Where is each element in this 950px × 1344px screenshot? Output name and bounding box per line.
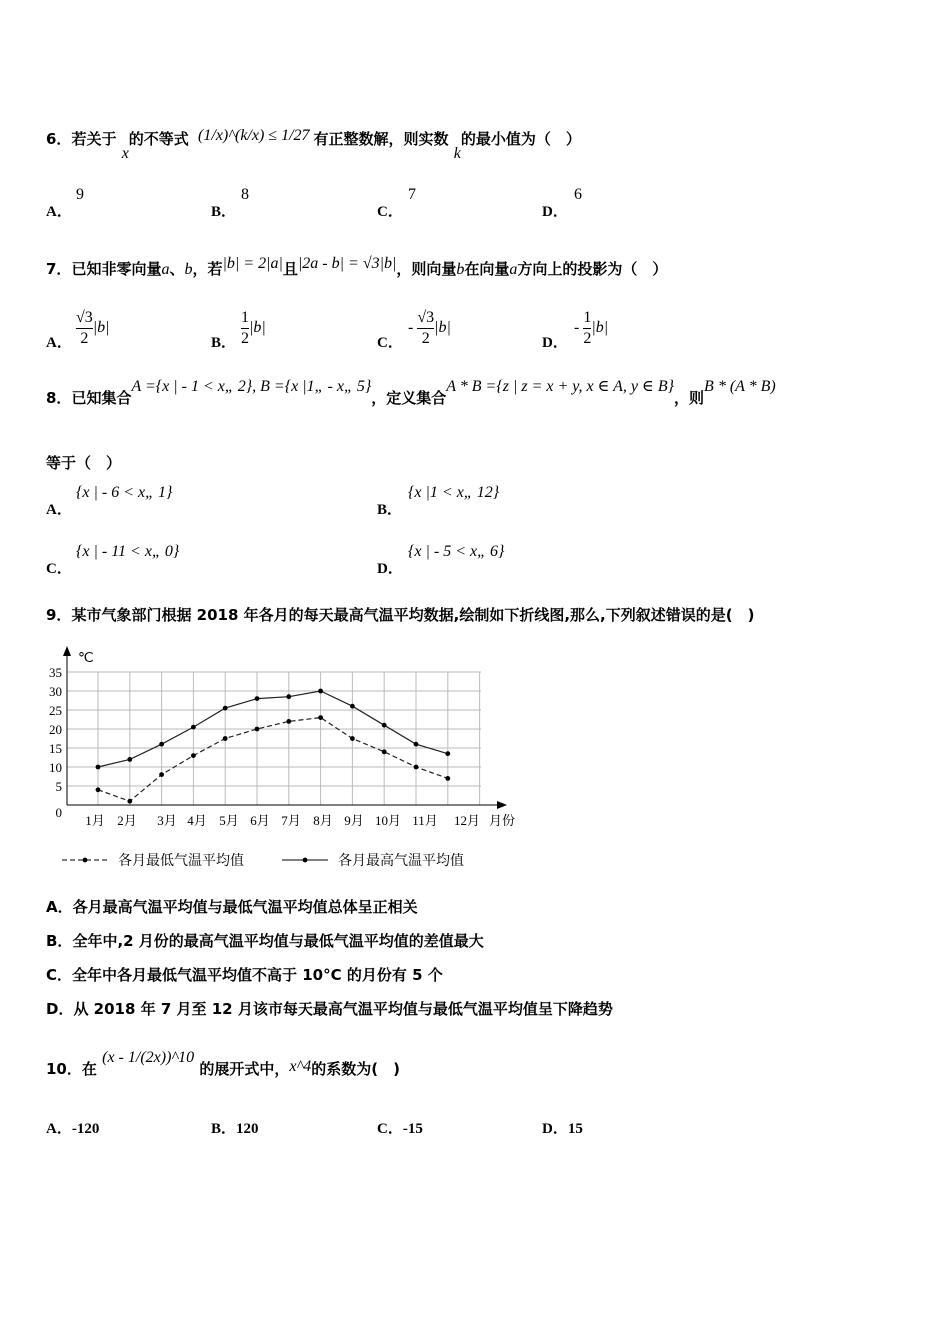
q-text: ，若 <box>192 260 223 278</box>
option-value <box>574 308 608 349</box>
option-value: 8 <box>241 186 249 203</box>
option-d: D． <box>542 1121 568 1137</box>
series-line <box>98 718 448 802</box>
numerator: √3 <box>76 309 93 326</box>
var: x <box>121 145 129 162</box>
question-7 <box>46 255 668 279</box>
x-tick-label: 7月 <box>281 813 301 828</box>
option-value: {x | - 11 < x„ 0} <box>76 543 180 560</box>
x-tick-label: 5月 <box>219 813 239 828</box>
q-text: 方向上的投影为（ ） <box>517 260 668 278</box>
vector: |b| <box>92 319 110 337</box>
option-b: B． <box>211 335 237 351</box>
option-value: -120 <box>71 1121 100 1137</box>
data-point <box>382 749 387 754</box>
x-tick-label: 10月 <box>374 813 402 828</box>
data-point <box>350 704 355 709</box>
question-10 <box>46 1049 400 1079</box>
sign: - <box>574 319 580 337</box>
data-point <box>255 727 260 732</box>
data-point <box>350 736 355 741</box>
option-value: 7 <box>408 186 416 203</box>
option-a: A． <box>46 204 72 220</box>
q-text: 已知集合 <box>71 389 132 407</box>
denominator: 2 <box>417 328 434 349</box>
option-a: A． <box>46 335 72 351</box>
y-tick-label: 0 <box>55 805 62 820</box>
vector: |b| <box>249 319 266 337</box>
data-point <box>286 694 291 699</box>
q-text: 且 <box>282 260 298 278</box>
option-c: C． <box>377 335 403 351</box>
q-text: 的不等式 <box>128 130 189 148</box>
q-number: 7． <box>46 260 72 278</box>
q-number: 9． <box>46 606 72 624</box>
data-point <box>382 723 387 728</box>
q-text: 在 <box>81 1060 97 1078</box>
formula: x^4 <box>289 1058 312 1075</box>
data-point <box>191 725 196 730</box>
option-value: 从 2018 年 7 月至 12 月该市每天最高气温平均值与最低气温平均值呈下降趋势 <box>73 1000 613 1018</box>
q-number: 8． <box>46 389 72 407</box>
data-point <box>159 742 164 747</box>
data-point <box>318 715 323 720</box>
legend-label: 各月最高气温平均值 <box>338 854 464 869</box>
option-b: B． <box>46 932 73 950</box>
option-value: 全年中各月最低气温平均值不高于 10°C 的月份有 5 个 <box>72 966 443 984</box>
data-point <box>223 706 228 711</box>
x-tick-label: 4月 <box>187 813 207 828</box>
option-a: A． <box>46 1121 72 1137</box>
q-text: 若关于 <box>71 130 117 148</box>
q-text: 等于（ ） <box>46 454 122 472</box>
q-text: ，定义集合 <box>371 389 447 407</box>
legend-marker <box>83 858 88 863</box>
option-value: {x | - 6 < x„ 1} <box>76 484 173 501</box>
option-value <box>76 308 110 349</box>
x-axis-arrow <box>497 801 507 809</box>
x-tick-label: 9月 <box>344 813 364 828</box>
option-c: C． <box>377 204 403 220</box>
y-axis-arrow <box>63 646 71 656</box>
option-c: C． <box>377 1121 403 1137</box>
denominator: 2 <box>241 330 249 347</box>
x-tick-label: 2月 <box>117 813 137 828</box>
temperature-line-chart <box>0 640 950 880</box>
x-tick-label: 11月 <box>412 813 438 828</box>
q-text: ，则 <box>674 389 705 407</box>
formula: A ={x | - 1 < x„ 2}, B ={x |1„ - x„ 5} <box>131 378 372 395</box>
option-c: C． <box>46 561 72 577</box>
legend-marker <box>303 858 308 863</box>
q-text: 在向量 <box>464 260 510 278</box>
numerator: √3 <box>417 309 435 326</box>
y-tick-label: 5 <box>55 779 62 794</box>
x-axis-label: 月份 <box>488 813 516 828</box>
option-value <box>241 308 266 349</box>
formula: (1/x)^(k/x) ≤ 1/27 <box>198 127 310 144</box>
y-axis-label: ℃ <box>78 651 94 666</box>
q-text: 已知非零向量 <box>71 260 162 278</box>
option-d: D． <box>542 335 568 351</box>
data-point <box>127 757 132 762</box>
x-tick-label: 1月 <box>85 813 105 828</box>
formula: |2a - b| = √3|b| <box>297 255 397 272</box>
option-value: {x | - 5 < x„ 6} <box>408 543 505 560</box>
option-a: A． <box>46 502 72 518</box>
var: a <box>509 261 518 278</box>
y-tick-label: 15 <box>49 741 62 756</box>
option-value: 各月最高气温平均值与最低气温平均值总体呈正相关 <box>72 898 418 916</box>
q-text: 、 <box>169 260 185 278</box>
option-value: 全年中,2 月份的最高气温平均值与最低气温平均值的差值最大 <box>72 932 484 950</box>
q-text: 的展开式中， <box>199 1060 290 1078</box>
formula: (x - 1/(2x))^10 <box>102 1049 195 1066</box>
data-point <box>445 776 450 781</box>
option-value: {x |1 < x„ 12} <box>408 484 500 501</box>
q-text: 某市气象部门根据 2018 年各月的每天最高气温平均数据,绘制如下折线图,那么,下列叙述错误的是( ) <box>71 606 755 624</box>
data-point <box>96 787 101 792</box>
option-d: D． <box>542 204 568 220</box>
question-9 <box>46 604 754 625</box>
data-point <box>318 689 323 694</box>
numerator: 1 <box>241 309 249 326</box>
question-8 <box>46 378 776 408</box>
q-text: 的系数为( ) <box>311 1060 400 1078</box>
data-point <box>255 696 260 701</box>
data-point <box>191 753 196 758</box>
var: k <box>453 145 461 162</box>
var: b <box>184 261 193 278</box>
data-point <box>414 765 419 770</box>
data-point <box>223 736 228 741</box>
var: b <box>456 261 465 278</box>
y-tick-label: 30 <box>49 684 62 699</box>
option-d: D． <box>46 1000 74 1018</box>
vector: |b| <box>434 319 451 337</box>
option-a: A． <box>46 898 73 916</box>
y-tick-label: 10 <box>49 760 62 775</box>
var: a <box>161 261 170 278</box>
data-point <box>286 719 291 724</box>
x-tick-label: 12月 <box>453 813 481 828</box>
option-value: 120 <box>236 1121 259 1137</box>
option-b: B． <box>211 204 237 220</box>
y-tick-label: 20 <box>49 722 62 737</box>
option-c: C． <box>46 966 73 984</box>
y-tick-label: 25 <box>49 703 62 718</box>
data-point <box>414 742 419 747</box>
question-6 <box>46 127 581 162</box>
option-value: 6 <box>574 186 582 203</box>
formula: |b| = 2|a| <box>222 255 283 272</box>
denominator: 2 <box>583 330 592 347</box>
q-text: ，则向量 <box>396 260 457 278</box>
x-tick-label: 8月 <box>313 813 333 828</box>
data-point <box>159 772 164 777</box>
q-text: 有正整数解，则实数 <box>313 130 449 148</box>
option-value: -15 <box>402 1121 423 1137</box>
option-d: D． <box>377 561 403 577</box>
data-point <box>445 751 450 756</box>
q-text: 的最小值为（ ） <box>460 130 581 148</box>
vector: |b| <box>591 319 609 337</box>
x-tick-label: 3月 <box>157 813 177 828</box>
formula: B * (A * B) <box>704 378 776 395</box>
data-point <box>96 765 101 770</box>
option-value: 9 <box>76 186 84 203</box>
q-number: 10． <box>46 1060 82 1078</box>
formula: A * B ={z | z = x + y, x ∈ A, y ∈ B} <box>446 378 675 395</box>
option-b: B． <box>211 1121 237 1137</box>
data-point <box>127 799 132 804</box>
sign: - <box>408 319 414 337</box>
option-value <box>408 308 451 349</box>
x-tick-label: 6月 <box>250 813 270 828</box>
numerator: 1 <box>583 309 592 326</box>
option-value: 15 <box>567 1121 583 1137</box>
option-b: B． <box>377 502 403 518</box>
y-tick-label: 35 <box>49 665 62 680</box>
legend-label: 各月最低气温平均值 <box>118 854 244 869</box>
denominator: 2 <box>76 328 93 349</box>
q-number: 6． <box>46 130 72 148</box>
